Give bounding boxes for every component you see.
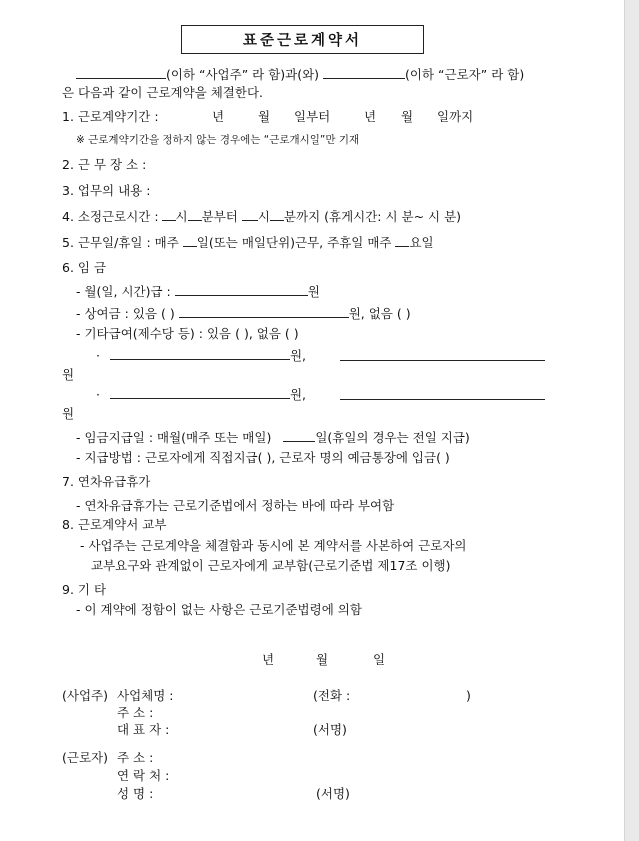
worker-role: (근로자)	[62, 750, 108, 765]
s1-year-1: 년	[212, 109, 225, 124]
worker-contact: 연 락 처 :	[117, 768, 170, 783]
s4-label: 4. 소정근로시간 :	[62, 209, 159, 224]
s5-line	[62, 234, 434, 251]
s6-payday-label: - 임금지급일 : 매월(매주 또는 매일)	[76, 430, 272, 445]
date-year: 년	[262, 652, 275, 667]
worker-name: 성 명 :	[117, 786, 154, 801]
s6-wage-label: - 월(일, 시간)급 :	[76, 284, 171, 299]
s6-other-won-1b: 원	[62, 367, 75, 382]
s6-wage-blank[interactable]	[175, 283, 308, 296]
s6-other-blank-1[interactable]	[110, 347, 290, 360]
date-day: 일	[373, 652, 386, 667]
intro-line-2: 은 다음과 같이 근로계약을 체결한다.	[62, 85, 263, 100]
s4-end-min-blank[interactable]	[270, 208, 284, 221]
s6-other-won-1: 원,	[289, 348, 307, 363]
s6-wage-line	[76, 283, 320, 300]
s5-holiday-blank[interactable]	[395, 234, 409, 247]
s9-text: - 이 계약에 정함이 없는 사항은 근로기준법령에 의함	[76, 602, 362, 617]
employer-phone: (전화 :	[313, 688, 351, 703]
employer-role: (사업주)	[62, 688, 108, 703]
s6-other-won-2: 원,	[289, 387, 307, 402]
s7-label: 7. 연차유급휴가	[62, 474, 151, 489]
s3-label: 3. 업무의 내용 :	[62, 183, 151, 198]
s2-label: 2. 근 무 장 소 :	[62, 157, 147, 172]
document-title: 표준근로계약서	[181, 25, 424, 54]
s4-start-hour-blank[interactable]	[162, 208, 176, 221]
s6-pay-method: - 지급방법 : 근로자에게 직접지급( ), 근로자 명의 예금통장에 입금( )	[76, 450, 450, 465]
s6-other-won-2b: 원	[62, 406, 75, 421]
s6-bonus-label: - 상여금 : 있음 ( )	[76, 306, 175, 321]
s6-payday-line	[76, 429, 470, 446]
s4-line	[62, 208, 461, 225]
s4-to-break: 분까지 (휴게시간: 시 분~ 시 분)	[283, 209, 462, 224]
s6-payday-tail: 일(휴일의 경우는 전일 지급)	[315, 430, 470, 445]
s4-hour-1: 시	[175, 209, 188, 224]
s1-day-1: 일부터	[294, 109, 331, 124]
s6-bonus-blank[interactable]	[179, 305, 349, 318]
s6-bonus-line	[76, 305, 411, 322]
s8-text-1: - 사업주는 근로계약을 체결함과 동시에 본 계약서를 사본하여 근로자의	[80, 538, 467, 553]
s6-other-blank-1b[interactable]	[340, 348, 545, 361]
s5-days-blank[interactable]	[183, 234, 197, 247]
employer-address: 주 소 :	[117, 705, 154, 720]
employer-sign: (서명)	[313, 722, 347, 737]
s5-tail: 요일	[409, 235, 434, 250]
employer-name-blank[interactable]	[76, 66, 166, 79]
s6-bonus-won: 원, 없음 ( )	[348, 306, 411, 321]
s9-label: 9. 기 타	[62, 582, 107, 597]
s1-label: 1. 근로계약기간 :	[62, 109, 159, 124]
worker-sign: (서명)	[316, 786, 350, 801]
s6-bullet-1: ·	[96, 348, 100, 363]
s4-hour-2: 시	[257, 209, 270, 224]
s8-label: 8. 근로계약서 교부	[62, 517, 167, 532]
s6-bullet-2: ·	[96, 387, 100, 402]
s8-text-2: 교부요구와 관계없이 근로자에게 교부함(근로기준법 제17조 이행)	[91, 558, 451, 573]
intro-worker-text: (이하 “근로자” 라 함)	[405, 67, 525, 82]
s7-text: - 연차유급휴가는 근로기준법에서 정하는 바에 따라 부여함	[76, 498, 395, 513]
s1-month-1: 월	[258, 109, 271, 124]
s4-from: 분부터	[201, 209, 238, 224]
s5-mid: 일(또는 매일단위)근무, 주휴일 매주	[196, 235, 392, 250]
date-month: 월	[316, 652, 329, 667]
s6-other-item-2	[96, 386, 306, 403]
employer-phone-close: )	[466, 688, 471, 703]
s5-label: 5. 근무일/휴일 : 매주	[62, 235, 179, 250]
employer-biz-name: 사업체명 :	[117, 688, 174, 703]
page-edge	[624, 0, 639, 841]
s6-other-label: - 기타급여(제수당 등) : 있음 ( ), 없음 ( )	[76, 326, 299, 341]
intro-employer-text: (이하 “사업주” 라 함)과(와)	[166, 67, 320, 82]
s6-other-blank-2[interactable]	[110, 386, 290, 399]
s6-other-blank-2b[interactable]	[340, 387, 545, 400]
s1-note: ※ 근로계약기간을 정하지 않는 경우에는 “근로개시일”만 기재	[76, 134, 360, 146]
intro-line-1	[76, 66, 524, 83]
employer-rep: 대 표 자 :	[117, 722, 170, 737]
s6-payday-blank[interactable]	[283, 429, 315, 442]
worker-address: 주 소 :	[117, 750, 154, 765]
s1-day-2: 일까지	[437, 109, 474, 124]
s1-year-2: 년	[364, 109, 377, 124]
s4-start-min-blank[interactable]	[188, 208, 202, 221]
s6-wage-won: 원	[307, 284, 320, 299]
worker-name-blank[interactable]	[323, 66, 405, 79]
s1-month-2: 월	[401, 109, 414, 124]
s4-end-hour-blank[interactable]	[242, 208, 258, 221]
s6-label: 6. 임 금	[62, 260, 107, 275]
s6-other-item-1	[96, 347, 306, 364]
